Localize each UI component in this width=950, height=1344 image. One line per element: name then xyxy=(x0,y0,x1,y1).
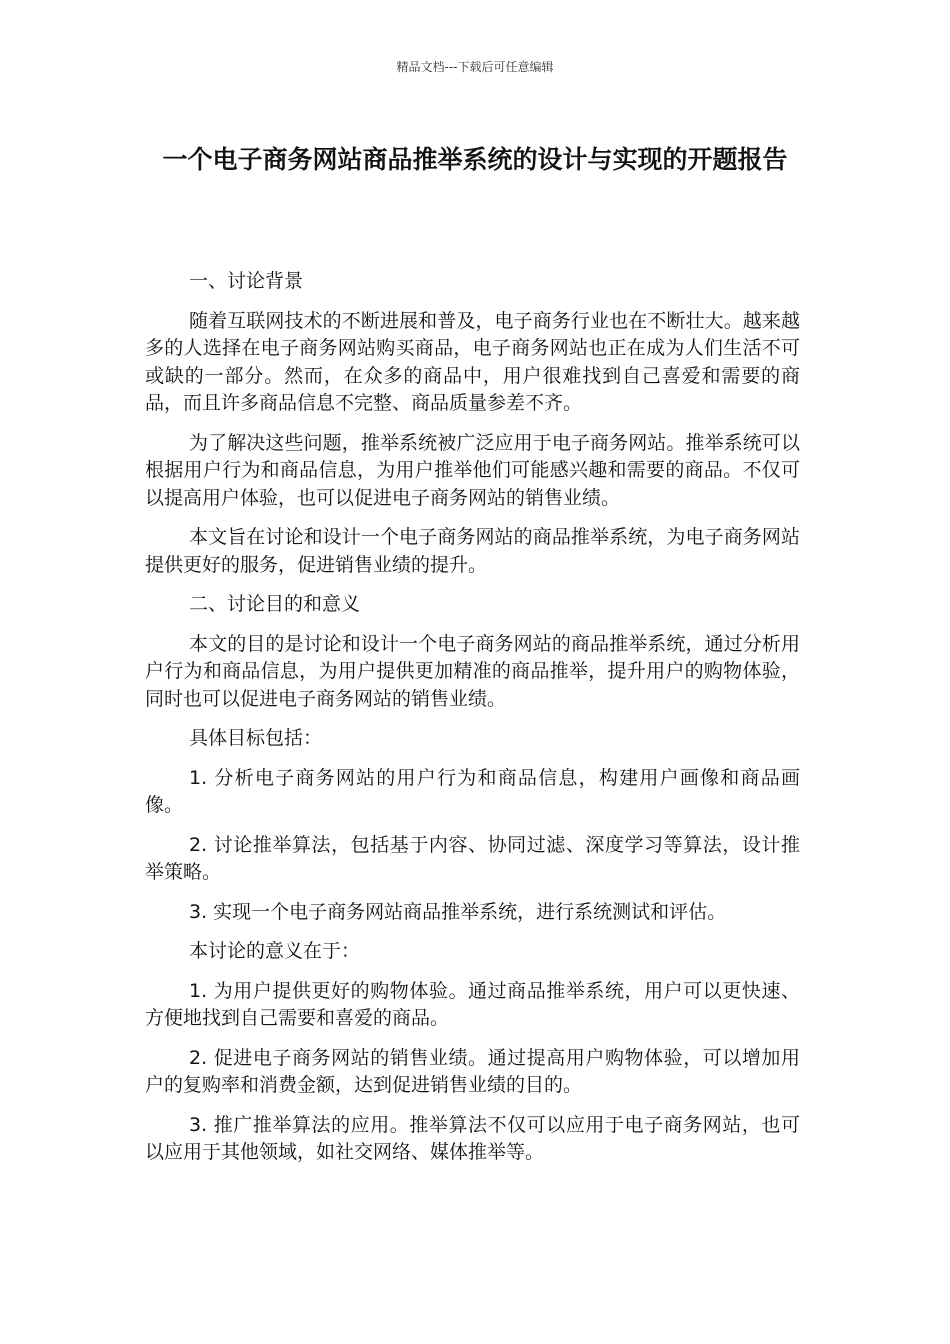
header-watermark: 精品文档---下载后可任意编辑 xyxy=(396,60,554,74)
document-title: 一个电子商务网站商品推举系统的设计与实现的开题报告 xyxy=(162,145,788,174)
list-item: 2. 讨论推举算法，包括基于内容、协同过滤、深度学习等算法，设计推举策略。 xyxy=(145,833,800,883)
document-body xyxy=(145,268,800,1179)
list-item: 3. 推广推举算法的应用。推举算法不仅可以应用于电子商务网站，也可以应用于其他领域，如社交网络、媒体推举等。 xyxy=(145,1113,800,1163)
paragraph: 具体目标包括： xyxy=(189,727,323,749)
paragraph: 为了解决这些问题，推举系统被广泛应用于电子商务网站。推举系统可以根据用户行为和商品信息，为用户推举他们可能感兴趣和需要的商品。不仅可以提高用户体验，也可以促进电子商务网站的销售业绩。 xyxy=(145,431,800,509)
paragraph: 随着互联网技术的不断进展和普及，电子商务行业也在不断壮大。越来越多的人选择在电子商务网站购买商品，电子商务网站也正在成为人们生活不可或缺的一部分。然而，在众多的商品中，用户很难找到自己喜爱和需要的商品，而且许多商品信息不完整、商品质量参差不齐。 xyxy=(145,309,800,414)
paragraph: 本文旨在讨论和设计一个电子商务网站的商品推举系统，为电子商务网站提供更好的服务，促进销售业绩的提升。 xyxy=(145,526,800,576)
section-heading-background: 一、讨论背景 xyxy=(189,270,304,292)
list-item: 2. 促进电子商务网站的销售业绩。通过提高用户购物体验，可以增加用户的复购率和消费金额，达到促进销售业绩的目的。 xyxy=(145,1046,800,1096)
paragraph: 本文的目的是讨论和设计一个电子商务网站的商品推举系统，通过分析用户行为和商品信息，为用户提供更加精准的商品推举，提升用户的购物体验，同时也可以促进电子商务网站的销售业绩。 xyxy=(145,632,800,710)
list-item: 1. 为用户提供更好的购物体验。通过商品推举系统，用户可以更快速、方便地找到自己需要和喜爱的商品。 xyxy=(145,979,800,1029)
section-heading-purpose: 二、讨论目的和意义 xyxy=(189,593,361,615)
list-item: 1. 分析电子商务网站的用户行为和商品信息，构建用户画像和商品画像。 xyxy=(145,766,800,816)
list-item: 3. 实现一个电子商务网站商品推举系统，进行系统测试和评估。 xyxy=(189,900,727,923)
paragraph: 本讨论的意义在于： xyxy=(189,940,361,962)
